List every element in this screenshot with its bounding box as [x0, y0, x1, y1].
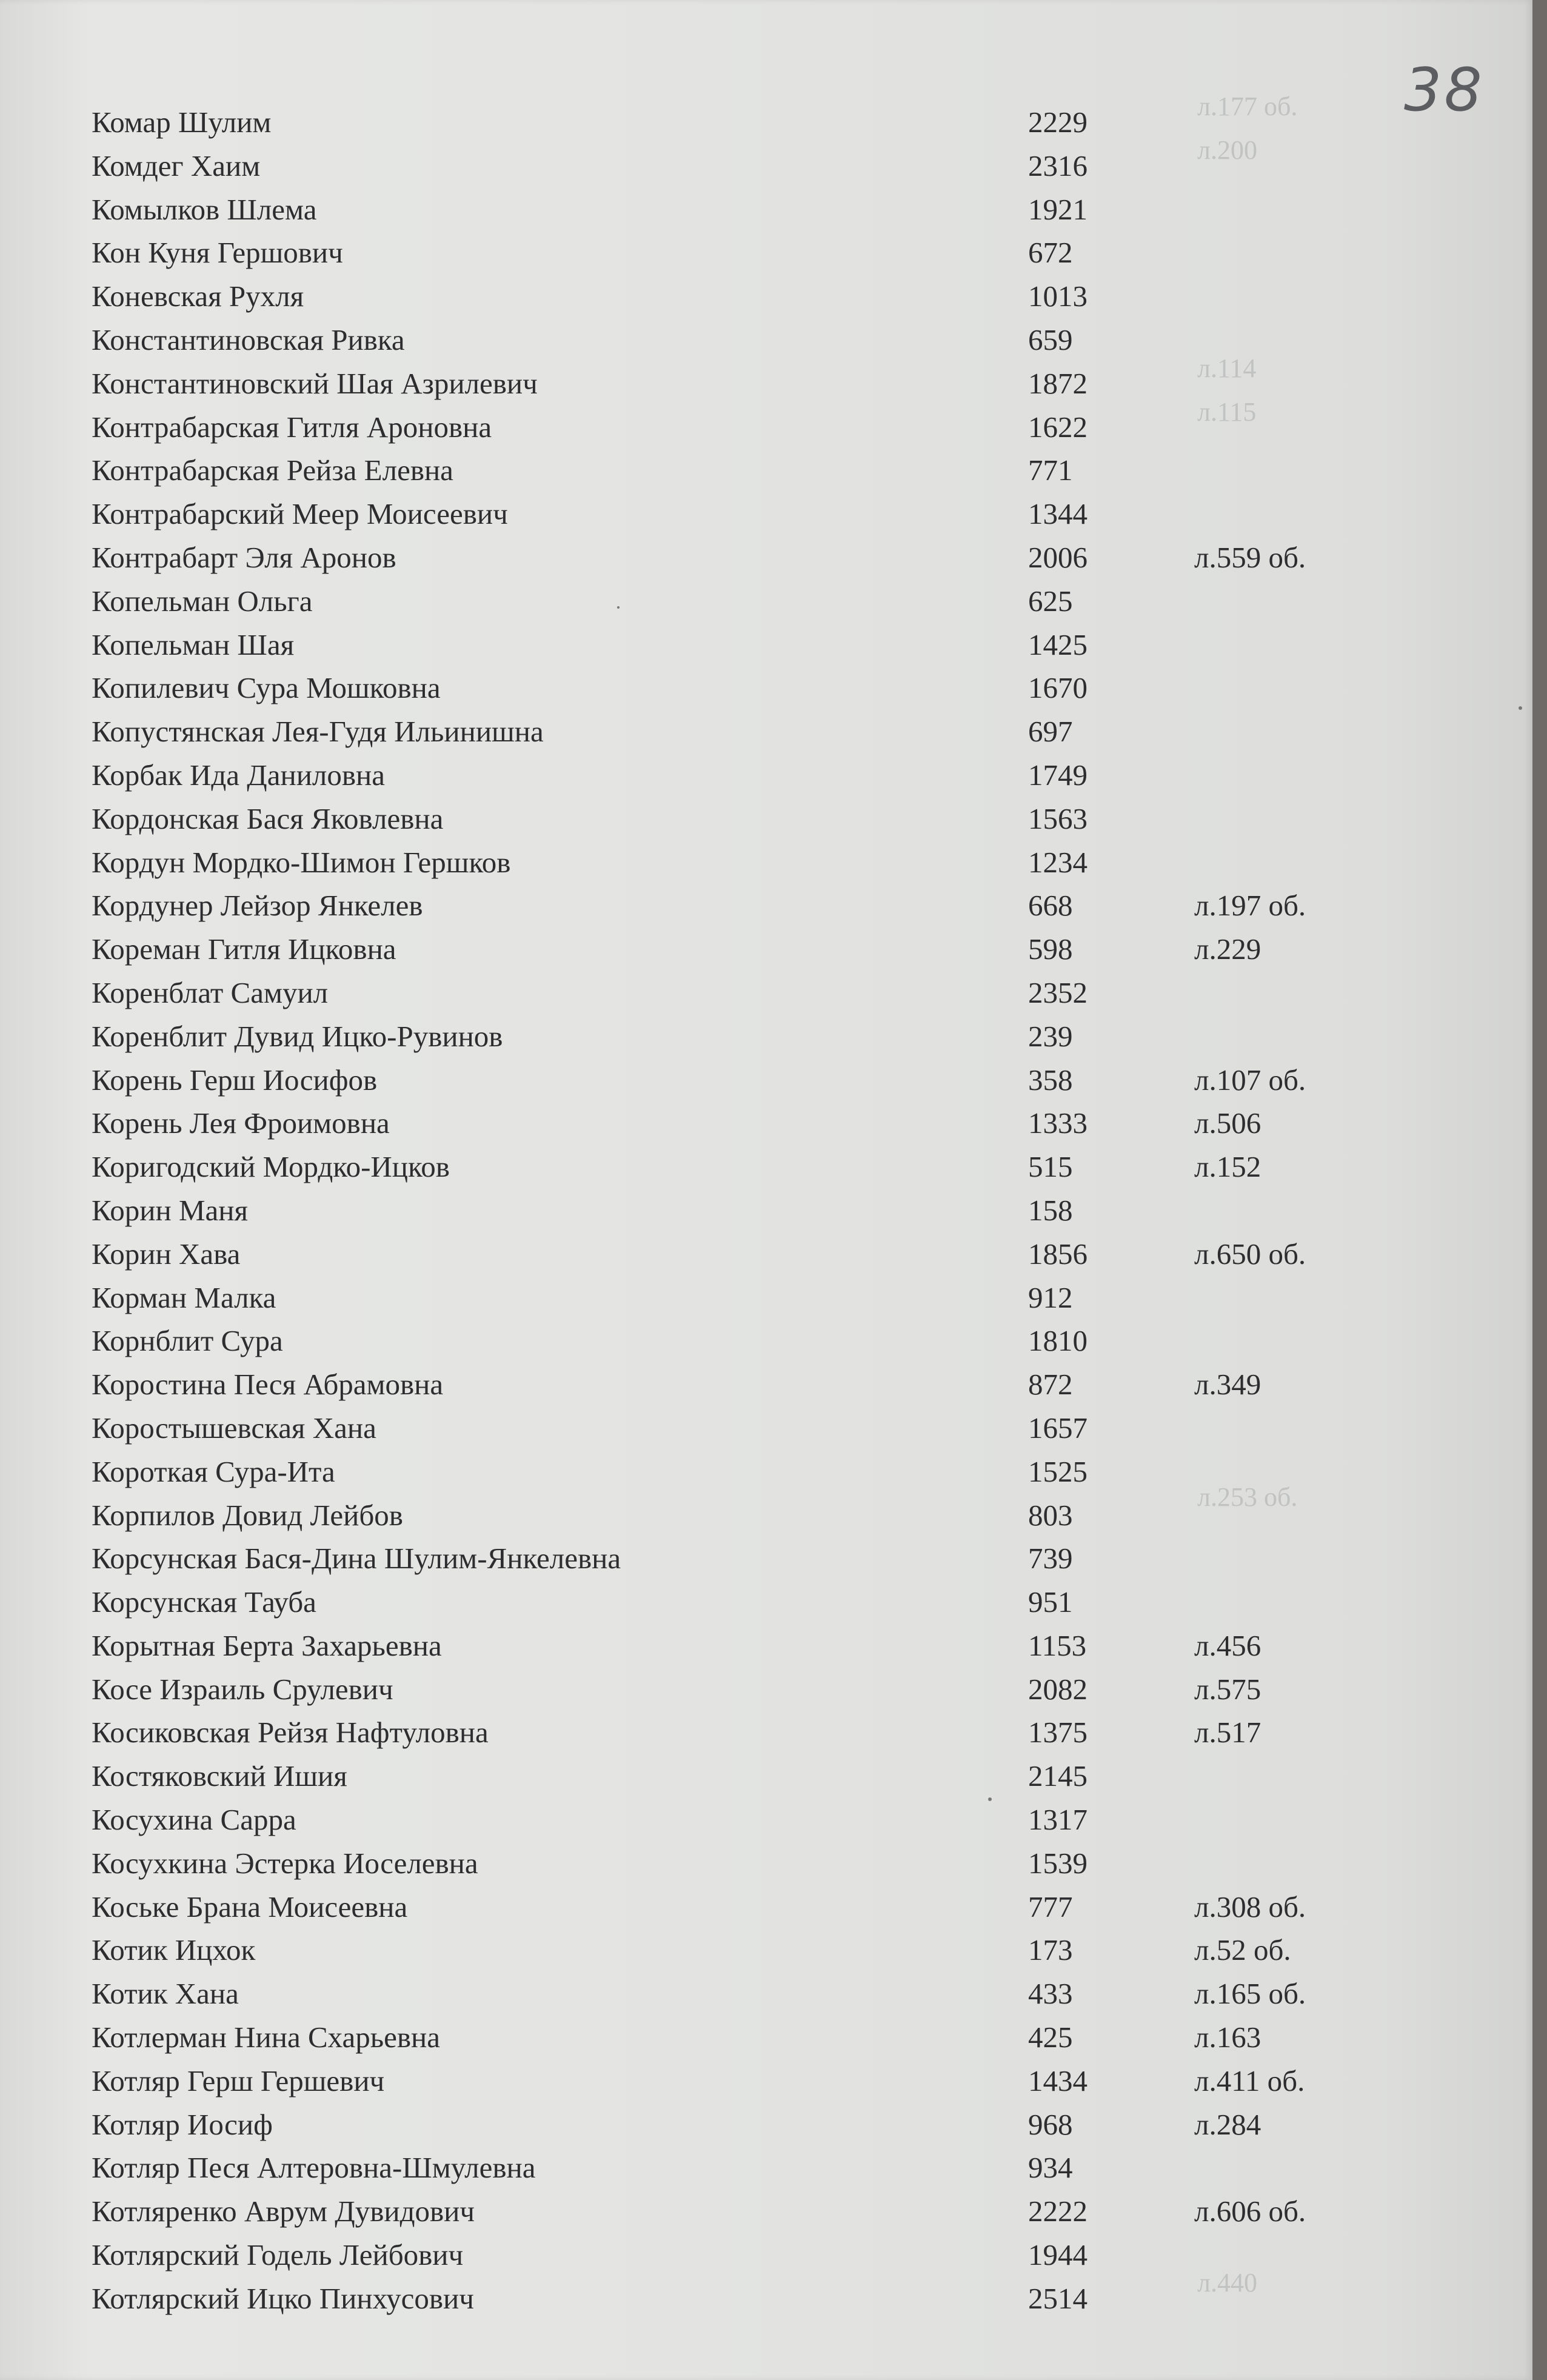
list-item	[0, 1711, 1532, 1754]
entry-number: 2145	[1028, 1759, 1088, 1793]
list-item	[0, 928, 1532, 971]
entry-number: 2316	[1028, 149, 1088, 182]
entry-number: 2352	[1028, 975, 1088, 1009]
entry-name: Константиновская Ривка	[92, 323, 405, 356]
entry-number: 1670	[1028, 671, 1088, 705]
list-item	[0, 1885, 1532, 1929]
list-item	[0, 2059, 1532, 2103]
entry-sheet-ref: л.650 об.	[1194, 1237, 1306, 1271]
entry-name: Коське Брана Моисеевна	[92, 1890, 408, 1924]
entry-name: Корытная Берта Захарьевна	[92, 1628, 442, 1662]
entry-name: Косухина Сарра	[92, 1803, 296, 1837]
entry-sheet-ref: л.349	[1194, 1368, 1261, 1402]
list-item	[0, 1406, 1532, 1450]
entry-name: Котляренко Аврум Дувидович	[92, 2194, 475, 2228]
entry-number: 1749	[1028, 758, 1088, 792]
entry-number: 2229	[1028, 105, 1088, 139]
entry-number: 2082	[1028, 1672, 1088, 1706]
entry-name: Корпилов Довид Лейбов	[92, 1498, 403, 1532]
list-item	[0, 1450, 1532, 1494]
entry-name: Котлярский Ицко Пинхусович	[92, 2281, 474, 2315]
entry-name: Кордонская Бася Яковлевна	[92, 801, 444, 835]
bleed-through-mark: л.114	[1197, 353, 1257, 383]
entry-number: 433	[1028, 1977, 1073, 2011]
entry-number: 872	[1028, 1368, 1073, 1402]
list-item	[0, 492, 1532, 536]
bleed-through-mark: л.177 об.	[1197, 92, 1298, 121]
entry-number: 672	[1028, 236, 1073, 270]
entry-name: Копилевич Сура Мошковна	[92, 671, 441, 705]
list-item	[0, 144, 1532, 188]
entry-number: 951	[1028, 1585, 1073, 1619]
list-item	[0, 188, 1532, 232]
entry-number: 1425	[1028, 627, 1088, 661]
list-item	[0, 666, 1532, 710]
entry-name: Копустянская Лея-Гудя Ильинишна	[92, 715, 544, 749]
entry-number: 1317	[1028, 1803, 1088, 1837]
entry-number: 598	[1028, 932, 1073, 966]
entry-number: 1333	[1028, 1106, 1088, 1140]
list-item	[0, 1363, 1532, 1406]
entry-number: 1622	[1028, 410, 1088, 444]
entry-name: Косиковская Рейзя Нафтуловна	[92, 1716, 489, 1750]
entry-name: Котлерман Нина Схарьевна	[92, 2021, 440, 2054]
entry-sheet-ref: л.229	[1194, 932, 1261, 966]
list-item	[0, 623, 1532, 667]
entry-name: Кордунер Лейзор Янкелев	[92, 889, 423, 923]
list-item	[0, 275, 1532, 318]
list-item	[0, 362, 1532, 406]
list-item	[0, 1189, 1532, 1232]
bleed-through-mark: л.440	[1197, 2268, 1257, 2298]
entry-name: Коростина Песя Абрамовна	[92, 1368, 444, 1402]
entry-number: 934	[1028, 2151, 1073, 2185]
entry-name: Контрабарская Рейза Елевна	[92, 453, 453, 487]
entry-sheet-ref: л.163	[1194, 2021, 1261, 2054]
entry-name: Котляр Герш Гершевич	[92, 2064, 385, 2098]
entry-sheet-ref: л.559 об.	[1194, 540, 1306, 574]
entry-number: 1234	[1028, 845, 1088, 879]
entry-name: Косе Израиль Срулевич	[92, 1672, 393, 1706]
list-item	[0, 1494, 1532, 1537]
list-item	[0, 1319, 1532, 1363]
entry-number: 515	[1028, 1150, 1073, 1184]
entry-number: 1539	[1028, 1846, 1088, 1880]
entry-number: 1563	[1028, 801, 1088, 835]
entry-number: 777	[1028, 1890, 1073, 1924]
entry-name: Котлярский Годель Лейбович	[92, 2238, 464, 2272]
list-item	[0, 1842, 1532, 1885]
entry-number: 1872	[1028, 366, 1088, 400]
entry-sheet-ref: л.52 об.	[1194, 1933, 1291, 1967]
list-item	[0, 884, 1532, 928]
entry-name: Котляр Иосиф	[92, 2107, 273, 2141]
list-item	[0, 971, 1532, 1015]
handwritten-page-number: 38	[1404, 56, 1485, 125]
entry-sheet-ref: л.456	[1194, 1628, 1261, 1662]
entry-number: 1013	[1028, 279, 1088, 313]
list-item	[0, 1928, 1532, 1972]
entry-name: Короткая Сура-Ита	[92, 1454, 335, 1488]
entry-name: Коростышевская Хана	[92, 1411, 376, 1445]
entry-number: 1944	[1028, 2238, 1088, 2272]
entry-name: Кордун Мордко-Шимон Гершков	[92, 845, 511, 879]
list-item	[0, 2016, 1532, 2059]
index-list	[0, 101, 1532, 2321]
entry-name: Корсунская Бася-Дина Шулим-Янкелевна	[92, 1542, 621, 1576]
list-item	[0, 2190, 1532, 2233]
list-item	[0, 1232, 1532, 1276]
list-item	[0, 1145, 1532, 1189]
list-item	[0, 710, 1532, 754]
list-item	[0, 231, 1532, 275]
entry-number: 968	[1028, 2107, 1073, 2141]
entry-name: Косухкина Эстерка Иоселевна	[92, 1846, 478, 1880]
entry-name: Коригодский Мордко-Ицков	[92, 1150, 450, 1184]
entry-number: 1657	[1028, 1411, 1088, 1445]
list-item	[0, 580, 1532, 623]
entry-sheet-ref: л.107 об.	[1194, 1063, 1306, 1097]
entry-number: 2222	[1028, 2194, 1088, 2228]
entry-sheet-ref: л.197 об.	[1194, 889, 1306, 923]
entry-number: 1856	[1028, 1237, 1088, 1271]
entry-sheet-ref: л.506	[1194, 1106, 1261, 1140]
list-item	[0, 1537, 1532, 1580]
list-item	[0, 1101, 1532, 1145]
entry-number: 668	[1028, 889, 1073, 923]
list-item	[0, 1624, 1532, 1668]
entry-number: 239	[1028, 1019, 1073, 1053]
entry-name: Корин Маня	[92, 1193, 249, 1227]
list-item	[0, 2146, 1532, 2190]
entry-name: Корсунская Тауба	[92, 1585, 316, 1619]
list-item	[0, 1058, 1532, 1102]
entry-name: Котик Хана	[92, 1977, 239, 2011]
list-item	[0, 754, 1532, 797]
entry-number: 697	[1028, 715, 1073, 749]
entry-sheet-ref: л.308 об.	[1194, 1890, 1306, 1924]
entry-number: 1375	[1028, 1716, 1088, 1750]
entry-name: Коневская Рухля	[92, 279, 304, 313]
list-item	[0, 449, 1532, 492]
entry-name: Контрабарский Меер Моисеевич	[92, 497, 508, 531]
entry-name: Комдег Хаим	[92, 149, 261, 182]
entry-name: Комар Шулим	[92, 105, 272, 139]
entry-number: 659	[1028, 323, 1073, 356]
list-item	[0, 2233, 1532, 2277]
entry-name: Корень Лея Фроимовна	[92, 1106, 390, 1140]
entry-name: Коренблат Самуил	[92, 975, 329, 1009]
entry-number: 1344	[1028, 497, 1088, 531]
list-item	[0, 1580, 1532, 1624]
entry-name: Копельман Шая	[92, 627, 295, 661]
list-item	[0, 1668, 1532, 1711]
entry-name: Кон Куня Гершович	[92, 236, 343, 270]
entry-number: 425	[1028, 2021, 1073, 2054]
entry-number: 1434	[1028, 2064, 1088, 2098]
entry-name: Костяковский Ишия	[92, 1759, 347, 1793]
list-item	[0, 101, 1532, 144]
entry-number: 625	[1028, 584, 1073, 618]
entry-name: Контрабарская Гитля Ароновна	[92, 410, 492, 444]
entry-number: 1153	[1028, 1628, 1087, 1662]
bleed-through-mark: л.200	[1197, 135, 1257, 165]
entry-name: Копельман Ольга	[92, 584, 313, 618]
entry-name: Корман Малка	[92, 1280, 276, 1314]
entry-number: 358	[1028, 1063, 1073, 1097]
list-item	[0, 841, 1532, 884]
list-item	[0, 1276, 1532, 1320]
entry-name: Корин Хава	[92, 1237, 241, 1271]
list-item	[0, 536, 1532, 580]
entry-name: Кореман Гитля Ицковна	[92, 932, 396, 966]
bleed-through-mark: л.115	[1197, 397, 1257, 427]
list-item	[0, 406, 1532, 449]
list-item	[0, 2277, 1532, 2321]
entry-sheet-ref: л.575	[1194, 1672, 1261, 1706]
list-item	[0, 318, 1532, 362]
entry-name: Котик Ицхок	[92, 1933, 256, 1967]
entry-number: 158	[1028, 1193, 1073, 1227]
entry-number: 803	[1028, 1498, 1073, 1532]
entry-sheet-ref: л.517	[1194, 1716, 1261, 1750]
list-item	[0, 1754, 1532, 1798]
list-item	[0, 1972, 1532, 2016]
entry-name: Константиновский Шая Азрилевич	[92, 366, 538, 400]
list-item	[0, 1015, 1532, 1058]
entry-name: Корень Герш Иосифов	[92, 1063, 378, 1097]
entry-number: 2514	[1028, 2281, 1088, 2315]
list-item	[0, 2103, 1532, 2147]
entry-number: 1810	[1028, 1324, 1088, 1358]
entry-sheet-ref: л.411 об.	[1194, 2064, 1305, 2098]
entry-name: Коренблит Дувид Ицко-Рувинов	[92, 1019, 503, 1053]
entry-sheet-ref: л.606 об.	[1194, 2194, 1306, 2228]
bleed-through-mark: л.253 об.	[1197, 1482, 1298, 1512]
entry-name: Корнблит Сура	[92, 1324, 283, 1358]
list-item	[0, 1798, 1532, 1842]
entry-name: Корбак Ида Даниловна	[92, 758, 385, 792]
entry-number: 739	[1028, 1542, 1073, 1576]
entry-sheet-ref: л.152	[1194, 1150, 1261, 1184]
entry-number: 771	[1028, 453, 1073, 487]
list-item	[0, 797, 1532, 841]
entry-name: Контрабарт Эля Аронов	[92, 540, 396, 574]
entry-number: 2006	[1028, 540, 1088, 574]
entry-sheet-ref: л.165 об.	[1194, 1977, 1306, 2011]
entry-name: Комылков Шлема	[92, 192, 317, 226]
entry-number: 173	[1028, 1933, 1073, 1967]
entry-sheet-ref: л.284	[1194, 2107, 1261, 2141]
entry-name: Котляр Песя Алтеровна-Шмулевна	[92, 2151, 536, 2185]
entry-number: 1525	[1028, 1454, 1088, 1488]
entry-number: 912	[1028, 1280, 1073, 1314]
entry-number: 1921	[1028, 192, 1088, 226]
